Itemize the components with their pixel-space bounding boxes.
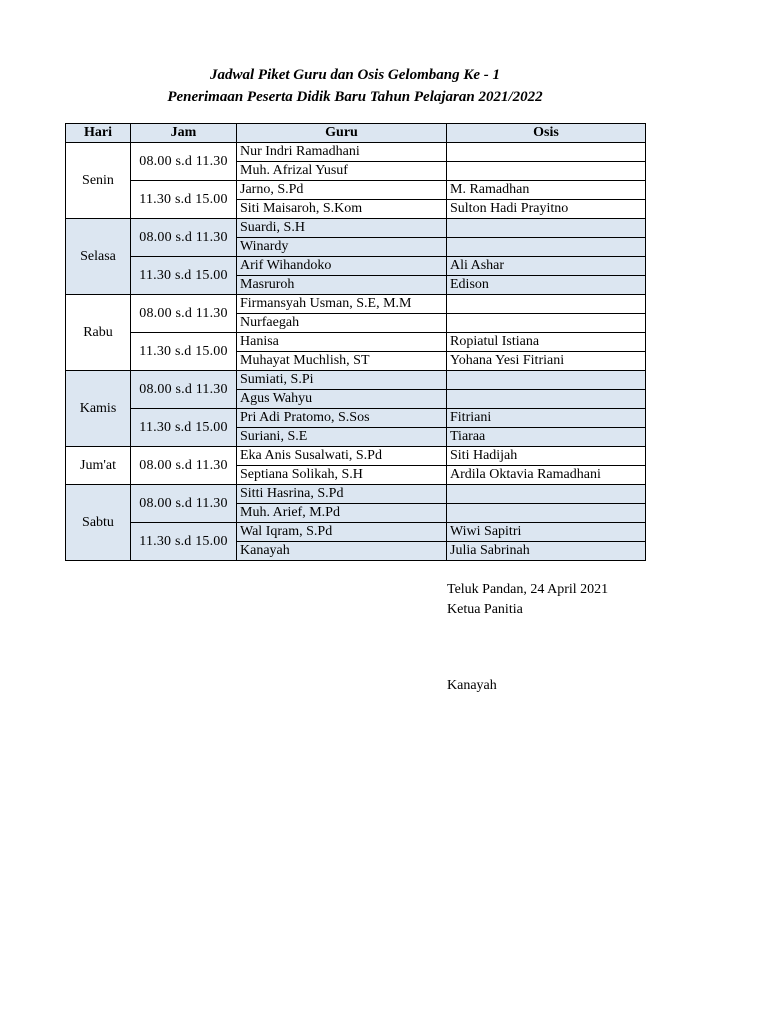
guru-cell: Agus Wahyu xyxy=(237,390,447,409)
osis-cell: Ardila Oktavia Ramadhani xyxy=(447,466,646,485)
osis-cell: Siti Hadijah xyxy=(447,447,646,466)
osis-cell xyxy=(447,238,646,257)
guru-cell: Winardy xyxy=(237,238,447,257)
osis-cell: Fitriani xyxy=(447,409,646,428)
guru-cell: Muh. Afrizal Yusuf xyxy=(237,162,447,181)
guru-cell: Kanayah xyxy=(237,542,447,561)
guru-cell: Jarno, S.Pd xyxy=(237,181,447,200)
guru-cell: Sumiati, S.Pi xyxy=(237,371,447,390)
guru-cell: Arif Wihandoko xyxy=(237,257,447,276)
jam-cell: 11.30 s.d 15.00 xyxy=(131,523,237,561)
osis-cell: Wiwi Sapitri xyxy=(447,523,646,542)
guru-cell: Muhayat Muchlish, ST xyxy=(237,352,447,371)
schedule-body xyxy=(66,143,646,561)
day-cell: Sabtu xyxy=(66,485,131,561)
jam-cell: 11.30 s.d 15.00 xyxy=(131,181,237,219)
osis-cell: Edison xyxy=(447,276,646,295)
table-row xyxy=(66,143,646,162)
day-cell: Selasa xyxy=(66,219,131,295)
jam-cell: 08.00 s.d 11.30 xyxy=(131,295,237,333)
table-row xyxy=(66,257,646,276)
title-line-2: Penerimaan Peserta Didik Baru Tahun Pelajaran 2021/2022 xyxy=(167,89,543,105)
table-row xyxy=(66,447,646,466)
osis-cell: Ali Ashar xyxy=(447,257,646,276)
osis-cell: Julia Sabrinah xyxy=(447,542,646,561)
osis-cell xyxy=(447,485,646,504)
day-cell: Senin xyxy=(66,143,131,219)
table-row xyxy=(66,371,646,390)
osis-cell xyxy=(447,143,646,162)
jam-cell: 11.30 s.d 15.00 xyxy=(131,409,237,447)
header-jam: Jam xyxy=(131,124,237,143)
table-row xyxy=(66,333,646,352)
osis-cell xyxy=(447,390,646,409)
signature-role: Ketua Panitia xyxy=(447,602,523,617)
guru-cell: Firmansyah Usman, S.E, M.M xyxy=(237,295,447,314)
signature-place-date: Teluk Pandan, 24 April 2021 xyxy=(447,582,609,597)
osis-cell: Ropiatul Istiana xyxy=(447,333,646,352)
jam-cell: 11.30 s.d 15.00 xyxy=(131,257,237,295)
jam-cell: 08.00 s.d 11.30 xyxy=(131,219,237,257)
guru-cell: Masruroh xyxy=(237,276,447,295)
osis-cell xyxy=(447,504,646,523)
osis-cell xyxy=(447,371,646,390)
guru-cell: Sitti Hasrina, S.Pd xyxy=(237,485,447,504)
jam-cell: 08.00 s.d 11.30 xyxy=(131,371,237,409)
jam-cell: 08.00 s.d 11.30 xyxy=(131,143,237,181)
osis-cell: Yohana Yesi Fitriani xyxy=(447,352,646,371)
osis-cell: Tiaraa xyxy=(447,428,646,447)
guru-cell: Nurfaegah xyxy=(237,314,447,333)
guru-cell: Suardi, S.H xyxy=(237,219,447,238)
signature-name: Kanayah xyxy=(447,678,497,693)
guru-cell: Muh. Arief, M.Pd xyxy=(237,504,447,523)
jam-cell: 11.30 s.d 15.00 xyxy=(131,333,237,371)
jam-cell: 08.00 s.d 11.30 xyxy=(131,447,237,485)
day-cell: Kamis xyxy=(66,371,131,447)
day-cell: Rabu xyxy=(66,295,131,371)
table-row xyxy=(66,219,646,238)
guru-cell: Wal Iqram, S.Pd xyxy=(237,523,447,542)
table-row xyxy=(66,295,646,314)
title-line-1: Jadwal Piket Guru dan Osis Gelombang Ke - 1 xyxy=(209,67,501,83)
header-hari: Hari xyxy=(66,124,131,143)
osis-cell: Sulton Hadi Prayitno xyxy=(447,200,646,219)
table-row xyxy=(66,181,646,200)
guru-cell: Suriani, S.E xyxy=(237,428,447,447)
osis-cell: M. Ramadhan xyxy=(447,181,646,200)
jam-cell: 08.00 s.d 11.30 xyxy=(131,485,237,523)
table-row xyxy=(66,485,646,504)
schedule-table xyxy=(65,123,646,561)
table-header-row xyxy=(66,124,646,143)
osis-cell xyxy=(447,219,646,238)
guru-cell: Septiana Solikah, S.H xyxy=(237,466,447,485)
table-row xyxy=(66,523,646,542)
day-cell: Jum'at xyxy=(66,447,131,485)
osis-cell xyxy=(447,295,646,314)
guru-cell: Siti Maisaroh, S.Kom xyxy=(237,200,447,219)
header-osis: Osis xyxy=(447,124,646,143)
guru-cell: Eka Anis Susalwati, S.Pd xyxy=(237,447,447,466)
guru-cell: Pri Adi Pratomo, S.Sos xyxy=(237,409,447,428)
table-row xyxy=(66,409,646,428)
guru-cell: Nur Indri Ramadhani xyxy=(237,143,447,162)
document-title-block xyxy=(65,64,645,108)
osis-cell xyxy=(447,162,646,181)
osis-cell xyxy=(447,314,646,333)
header-guru: Guru xyxy=(237,124,447,143)
guru-cell: Hanisa xyxy=(237,333,447,352)
